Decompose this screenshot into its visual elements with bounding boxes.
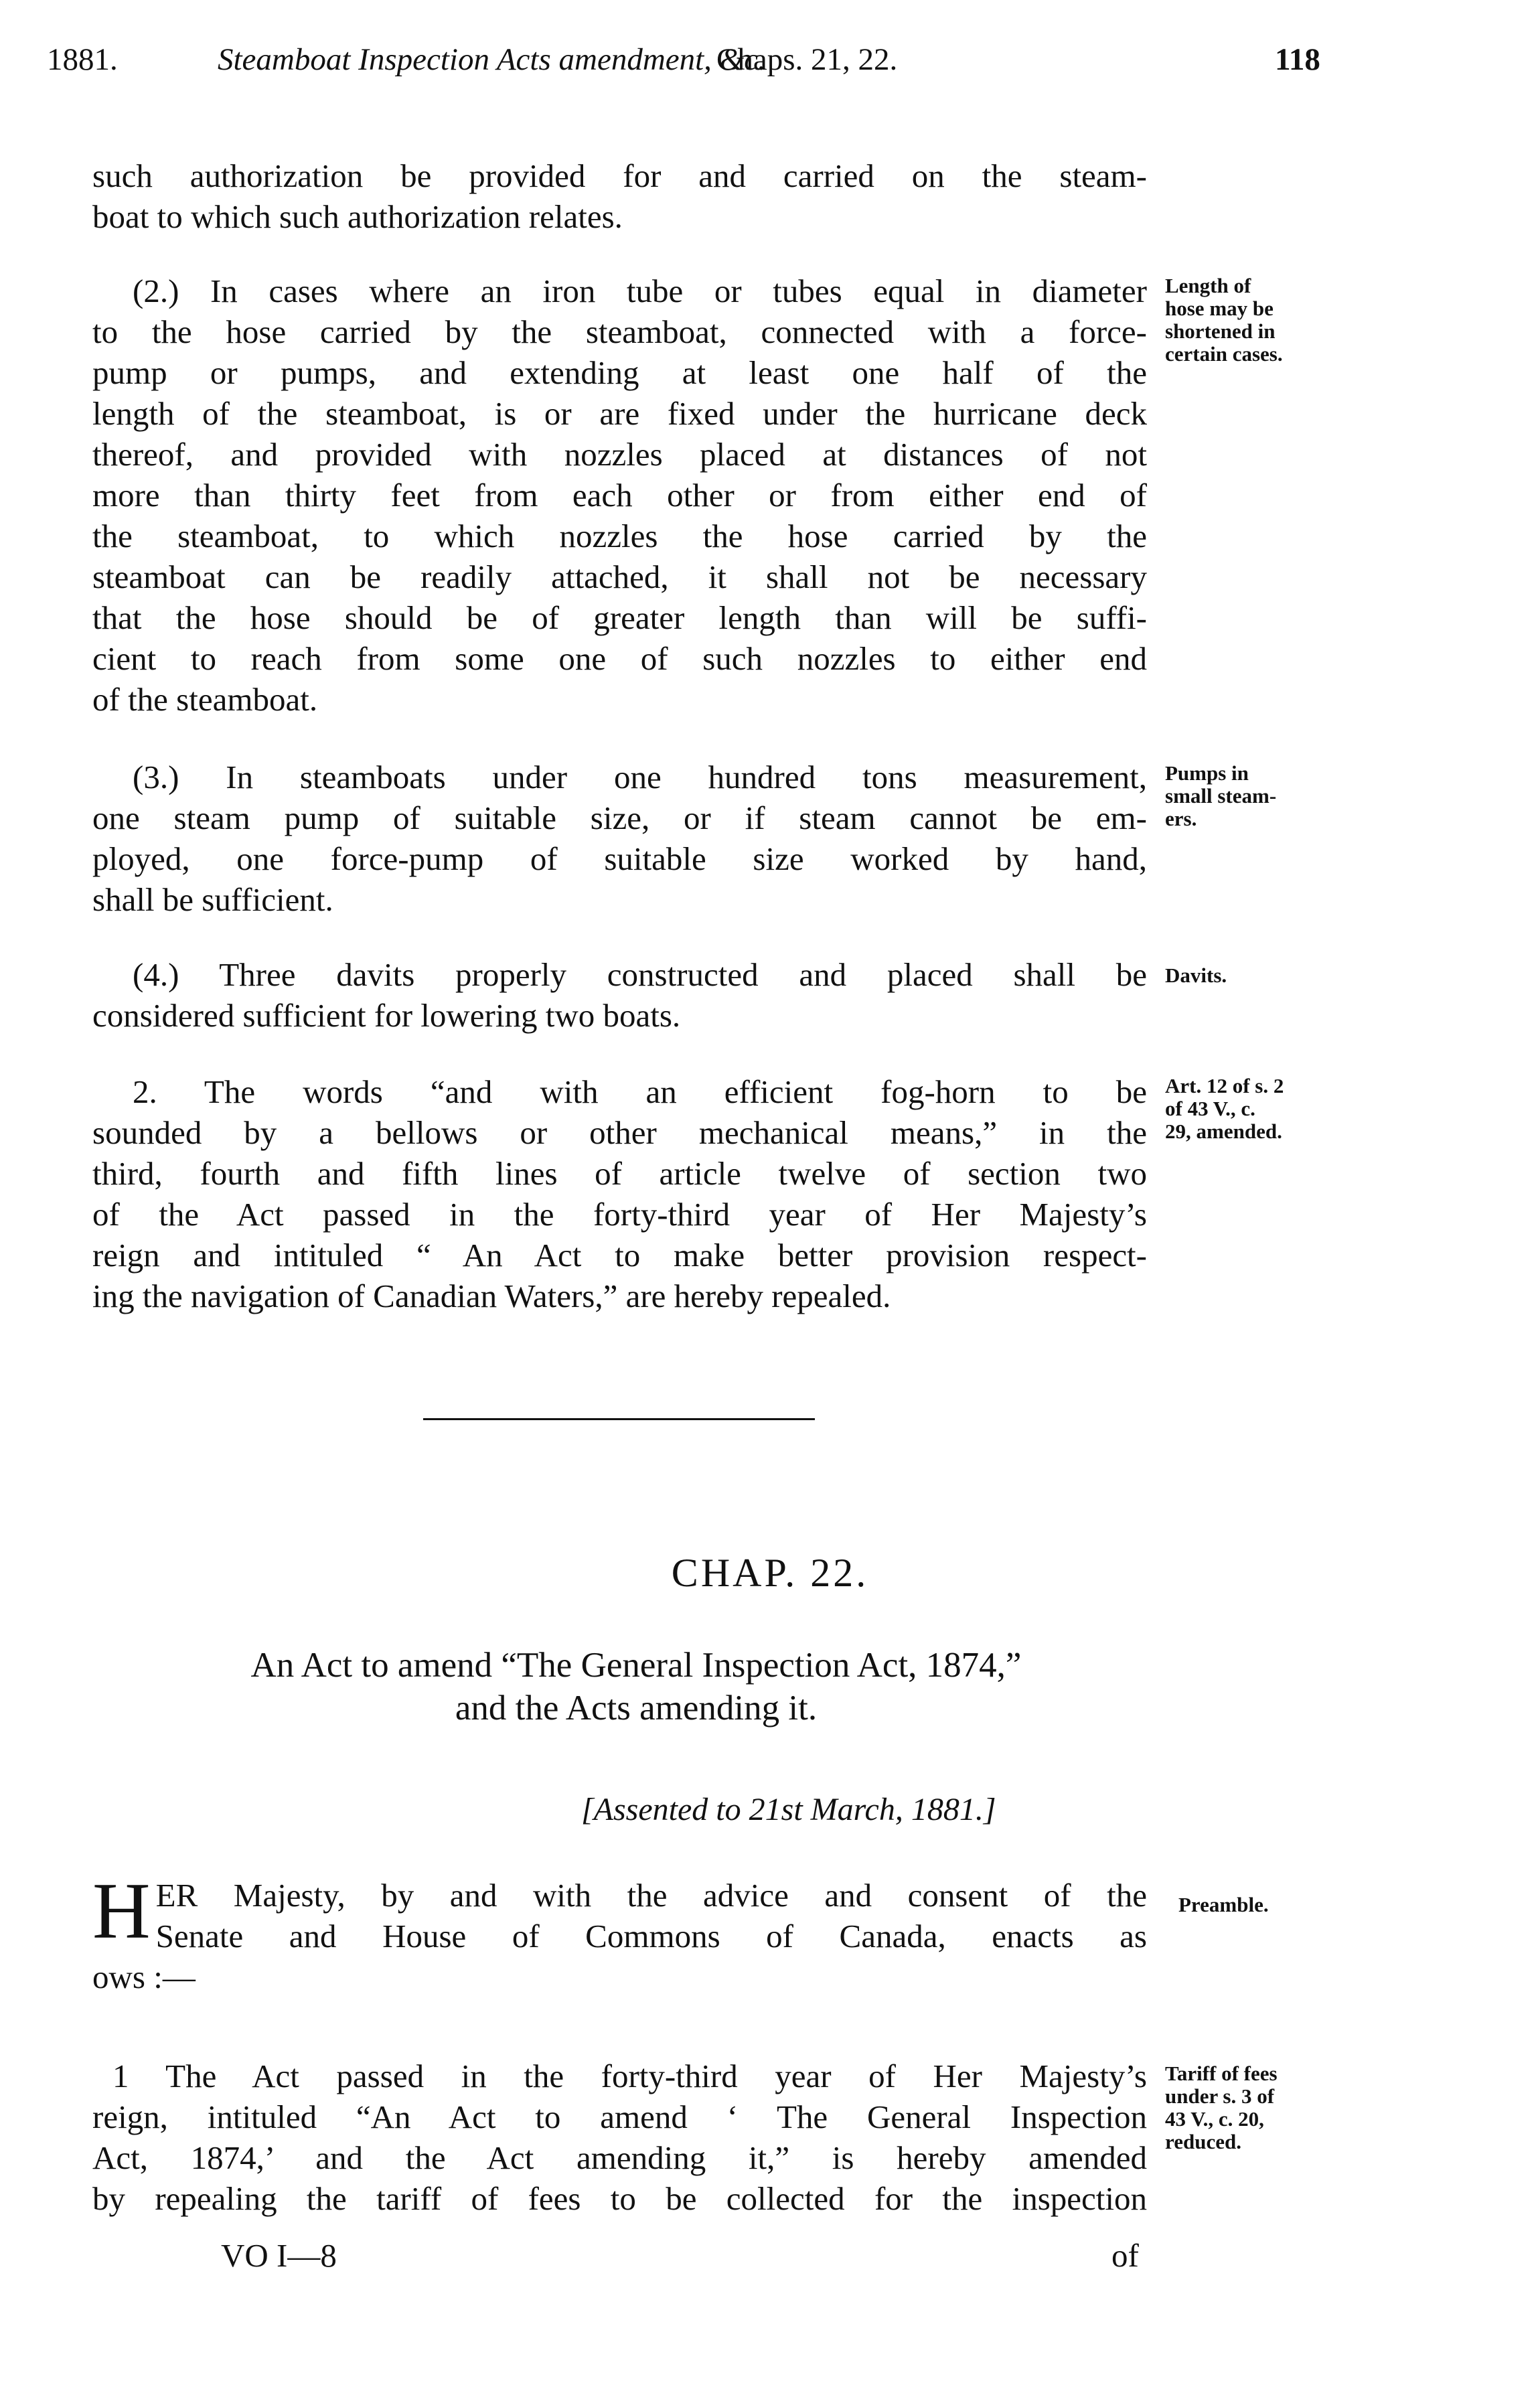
margin-line: small steam-: [1165, 784, 1277, 808]
text-line: more than thirty feet from each other or from either end of: [92, 477, 1147, 514]
marginal-note-hose: [1165, 275, 1353, 366]
act-title: [67, 1644, 1205, 1730]
margin-line: ers.: [1165, 807, 1197, 830]
marginal-note-art12: [1165, 1075, 1366, 1143]
marginal-note-preamble: Preamble.: [1178, 1893, 1269, 1916]
paragraph-subsection-4: [92, 954, 1147, 1036]
chapter-heading: CHAP. 22.: [671, 1551, 869, 1595]
margin-line: hose may be: [1165, 297, 1274, 320]
paragraph-section-1: [92, 2056, 1147, 2219]
marginal-note-davits: [1165, 964, 1353, 987]
text-line: pump or pumps, and extending at least one half of the: [92, 354, 1147, 391]
text-line: to the hose carried by the steamboat, connected with a force-: [92, 313, 1147, 350]
margin-line: of 43 V., c.: [1165, 1097, 1255, 1120]
header-title: Steamboat Inspection Acts amendment, &c.: [218, 42, 766, 77]
drop-cap: H: [92, 1866, 151, 1955]
paragraph-subsection-3: [92, 757, 1147, 920]
text-line: by repealing the tariff of fees to be collected for the inspection: [92, 2180, 1147, 2217]
text-line: such authorization be provided for and carried on the steam-: [92, 157, 1147, 194]
text-line: ows :—: [92, 1958, 196, 1995]
text-line: sounded by a bellows or other mechanical means,” in the: [92, 1114, 1147, 1151]
header-chapters: Chaps. 21, 22.: [716, 42, 898, 77]
text-line: reign and intituled “ An Act to make better provision respect-: [92, 1237, 1147, 1274]
text-line: shall be sufficient.: [92, 881, 333, 918]
text-line: 1 The Act passed in the forty-third year of Her Majesty’s: [112, 2058, 1147, 2094]
margin-line: 43 V., c. 20,: [1165, 2107, 1264, 2131]
margin-line: Art. 12 of s. 2: [1165, 1074, 1284, 1097]
running-header: [47, 28, 1349, 82]
preamble-paragraph: [92, 1866, 1147, 1997]
text-line: considered sufficient for lowering two boats.: [92, 997, 681, 1034]
text-line: ER Majesty, by and with the advice and consent of the: [155, 1877, 1147, 1914]
margin-line: Tariff of fees: [1165, 2062, 1278, 2085]
paragraph-continuation: [92, 155, 1147, 237]
text-line: that the hose should be of greater length than will be suffi-: [92, 599, 1147, 636]
text-line: boat to which such authorization relates.: [92, 198, 623, 235]
text-line: cient to reach from some one of such nozzles to either end: [92, 640, 1147, 677]
act-title-line: An Act to amend “The General Inspection Act, 1874,”: [250, 1646, 1022, 1685]
margin-line: under s. 3 of: [1165, 2084, 1275, 2108]
text-line: ing the navigation of Canadian Waters,” are hereby repealed.: [92, 1278, 891, 1314]
marginal-note-pumps: [1165, 762, 1353, 830]
margin-line: Length of: [1165, 274, 1251, 297]
text-line: steamboat can be readily attached, it shall not be necessary: [92, 558, 1147, 595]
margin-line: reduced.: [1165, 2130, 1241, 2153]
text-line: one steam pump of suitable size, or if steam cannot be em-: [92, 799, 1147, 836]
assent-date: [Assented to 21st March, 1881.]: [581, 1792, 996, 1827]
paragraph-section-2: [92, 1071, 1147, 1316]
header-year: 1881.: [47, 42, 118, 77]
text-line: ployed, one force-pump of suitable size worked by hand,: [92, 840, 1147, 877]
text-line: third, fourth and fifth lines of article twelve of section two: [92, 1155, 1147, 1192]
text-line: thereof, and provided with nozzles placed at distances of not: [92, 436, 1147, 473]
text-line: of the Act passed in the forty-third year of Her Majesty’s: [92, 1196, 1147, 1233]
catchword: of: [1111, 2237, 1139, 2274]
text-line: (4.) Three davits properly constructed and placed shall be: [133, 956, 1147, 993]
margin-line: Davits.: [1165, 964, 1227, 987]
text-line: Senate and House of Commons of Canada, enacts as: [155, 1918, 1147, 1954]
margin-line: 29, amended.: [1165, 1120, 1282, 1143]
text-line: (2.) In cases where an iron tube or tubes equal in diameter: [133, 273, 1147, 309]
act-title-line: and the Acts amending it.: [455, 1689, 818, 1727]
section-separator-rule: [423, 1418, 815, 1420]
text-line: (3.) In steamboats under one hundred tons measurement,: [133, 759, 1147, 795]
text-line: 2. The words “and with an efficient fog-horn to be: [133, 1073, 1147, 1110]
text-line: Act, 1874,’ and the Act amending it,” is hereby amended: [92, 2139, 1147, 2176]
page-number: 118: [1275, 42, 1320, 77]
marginal-note-tariff: [1165, 2062, 1366, 2153]
text-line: length of the steamboat, is or are fixed under the hurricane deck: [92, 395, 1147, 432]
margin-line: certain cases.: [1165, 342, 1283, 366]
text-line: the steamboat, to which nozzles the hose carried by the: [92, 518, 1147, 554]
signature-mark: VO I—8: [221, 2237, 337, 2274]
text-line: reign, intituled “An Act to amend ‘ The General Inspection: [92, 2098, 1147, 2135]
margin-line: shortened in: [1165, 319, 1276, 343]
margin-line: Pumps in: [1165, 761, 1249, 785]
paragraph-subsection-2: [92, 271, 1147, 720]
text-line: of the steamboat.: [92, 681, 318, 718]
